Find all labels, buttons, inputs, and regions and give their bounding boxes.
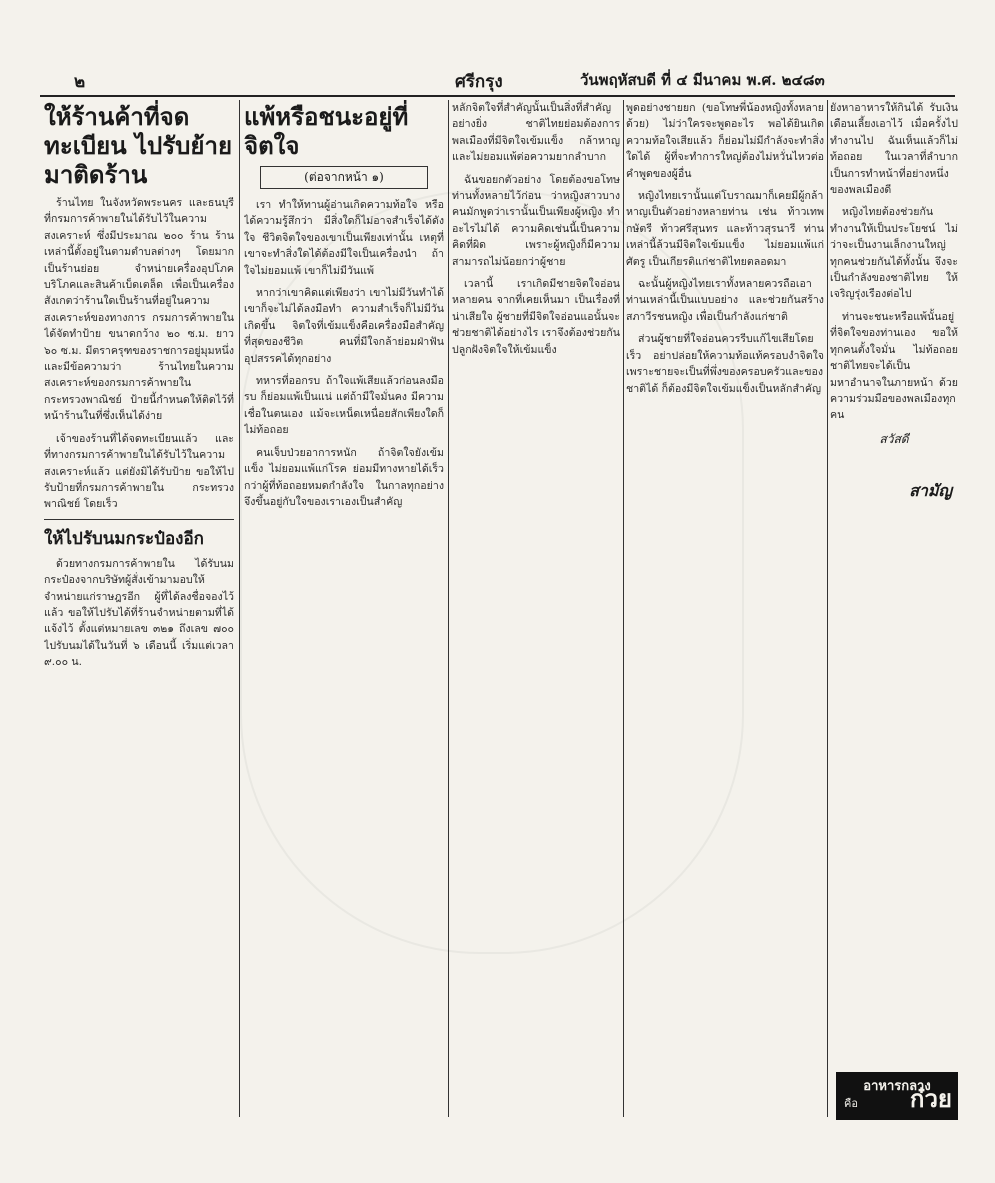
column-rule <box>827 100 828 1117</box>
article-paragraph: หากว่าเขาคิดแต่เพียงว่า เขาไม่มีวันทำได้ เขาก็จะไม่ได้ลงมือทำ ความสำเร็จก็ไม่มีวันเกิดขึ้น จิตใจที่เข้มแข็งคือเครื่องมือสำคัญที่สุดของชีวิต คนที่มีใจกล้าย่อมฝ่าฟันอุปสรรคได้ทุกอย่าง <box>244 287 444 365</box>
article-paragraph: ฉะนั้นผู้หญิงไทยเราทั้งหลายควรถือเอาท่านเหล่านี้เป็นแบบอย่าง และช่วยกันสร้าง สภาวีรชนหญิง เพื่อเป็นกำลังแก่ชาติ <box>626 278 824 323</box>
headline-condensed-milk: ให้ไปรับนมกระป๋องอีก <box>44 528 204 549</box>
masthead-rule <box>40 95 955 97</box>
article-paragraph: ด้วยทางกรมการค้าพายใน ได้รับนมกระป๋องจากบริษัทผู้สั่งเข้ามามอบให้จำหน่ายแก่ราษฎรอีก ผู้ที่ได้ลงชื่อจองไว้แล้ว ขอให้ไปรับได้ที่ร้านจำหน่ายตามที่ได้แจ้งไว้ ตั้งแต่หมายเลข ๓๒๑ ถึงเลข ๗๐๐ ไปรับนมได้ในวันที่ ๖ เดือนนี้ เริ่มแต่เวลา ๙.๐๐ น. <box>44 557 234 669</box>
continued-note: (ต่อจากหน้า ๑) <box>260 166 428 189</box>
article-paragraph: ร้านไทย ในจังหวัดพระนคร และธนบุรีที่กรมการค้าพายในได้รับไว้ในความสงเคราะห์ ซึ่งมีประมาณ ๒๐๐ ร้าน ร้านเหล่านี้ตั้งอยู่ในตามตำบลต่างๆ โดยมากเป็นร้านย่อย จำหน่ายเครื่องอุปโภคบริโภคและสินค้าเบ็ดเตล็ด เพื่อเป็นเครื่องสังเกตว่าร้านใดเป็นร้านที่อยู่ในความสงเคราะห์ของทางการ กรมการค้าพายในได้จัดทำป้าย ขนาดกว้าง ๒๐ ซ.ม. ยาว ๖๐ ซ.ม. มีตราครุฑของราชการอยู่มุมหนึ่ง และมีข้อความว่า ร้านไทยในความสงเคราะห์ของกรมการค้าพายใน กระทรวงพาณิชย์ ป้ายนี้กำหนดให้ติดไว้ที่หน้าร้านในที่ซึ่งเห็นได้ง่าย <box>44 197 234 423</box>
issue-date: วันพฤหัสบดี ที่ ๔ มีนาคม พ.ศ. ๒๔๘๓ <box>580 71 825 89</box>
ad-top-line: อาหารกลาง <box>863 1079 931 1094</box>
article-paragraph: ทหารที่ออกรบ ถ้าใจแพ้เสียแล้วก่อนลงมือรบ ก็ย่อมแพ้เป็นแน่ แต่ถ้ามีใจมั่นคง มีความเชื่อในตนเอง แม้จะเหน็ดเหนื่อยสักเพียงใดก็ไม่ท้อถอย <box>244 375 444 437</box>
column-rule <box>239 100 240 1117</box>
article-paragraph: ส่วนผู้ชายที่ใจอ่อนควรรีบแก้ไขเสียโดยเร็ว อย่าปล่อยให้ความท้อแท้ครอบงำจิตใจ เพราะชายจะเป็นที่พึ่งของครอบครัวและของชาติได้ ก็ต้องมีจิตใจเข้มแข็งเป็นหลักสำคัญ <box>626 333 824 395</box>
author-name: สามัญ <box>909 480 952 500</box>
ad-brand: ก๋วย <box>909 1084 952 1113</box>
headline-mind-victory: แพ้หรือชนะอยู่ที่จิตใจ <box>244 102 409 160</box>
column-5 <box>830 100 958 1117</box>
food-advertisement <box>836 1072 958 1120</box>
column-rule <box>448 100 449 1117</box>
paper-name: ศรีกรุง <box>455 72 503 92</box>
article-paragraph: หลักจิตใจที่สำคัญนั้นเป็นสิ่งที่สำคัญอย่างยิ่ง ชาติไทยย่อมต้องการพลเมืองที่มีจิตใจเข้มแข็ง กล้าหาญ และไม่ยอมแพ้ต่อความยากลำบาก <box>452 102 620 164</box>
column-3 <box>452 100 620 1117</box>
article-paragraph: ท่านจะชนะหรือแพ้นั้นอยู่ที่จิตใจของท่านเอง ขอให้ทุกคนตั้งใจมั่น ไม่ท้อถอย ชาติไทยจะได้เป็นมหาอำนาจในภายหน้า ด้วยความร่วมมือของพลเมืองทุกคน <box>830 310 958 422</box>
headline-shop-signs: ให้ร้านค้าที่จดทะเบียน ไปรับย้ายมาติดร้าน <box>44 102 233 189</box>
article-paragraph: หญิงไทยเรานั้นแต่โบราณมาก็เคยมีผู้กล้าหาญเป็นตัวอย่างหลายท่าน เช่น ท้าวเทพกษัตรี ท้าวศรีสุนทร และท้าวสุรนารี ท่านเหล่านี้ล้วนมีจิตใจเข้มแข็ง ไม่ยอมแพ้แก่ศัตรู เป็นเกียรติแก่ชาติไทยตลอดมา <box>626 190 824 268</box>
column-rule <box>623 100 624 1117</box>
ad-small-line: คือ <box>844 1097 858 1110</box>
article-paragraph: พูดอย่างชายยก (ขอโทษพี่น้องหญิงทั้งหลายด้วย) ไม่ว่าใครจะพูดอะไร พอได้ยินเกิดความท้อใจเสียแล้ว ก็ย่อมไม่มีกำลังจะทำสิ่งใดได้ ผู้ที่จะทำการใหญ่ต้องไม่หวั่นไหวต่อคำพูดของผู้อื่น <box>626 102 824 180</box>
masthead <box>60 68 955 94</box>
page-number: ๒ <box>74 72 86 92</box>
article-paragraph: ยังหาอาหารให้กินได้ รับเงินเดือนเลี้ยงเอาไว้ เมื่อครั้งไปทำงานไป ฉันเห็นแล้วก็ไม่ท้อถอย ในเวลาที่ลำบาก เป็นการทำหน้าที่อย่างหนึ่ง ของพลเมืองดี <box>830 102 958 197</box>
article-paragraph: เรา ทำให้ทานผู้อ่านเกิดความท้อใจ หรือได้ความรู้สึกว่า มีสิ่งใดก็ไม่อาจสำเร็จได้ดังใจ ชีวิตจิตใจของเขาเป็นเพียงเท่านั้น เหตุที่เขาจะทำสิ่งใดได้ต้องมีใจเป็นเครื่องนำ ถ้าใจไม่ยอมแพ้ เขาก็ไม่มีวันแพ้ <box>244 199 444 277</box>
article-paragraph: ฉันขอยกตัวอย่าง โดยต้องขอโทษท่านทั้งหลายไว้ก่อน ว่าหญิงสาวบางคนมักพูดว่าเรานั้นเป็นเพียงผู้หญิง ทำอะไรไม่ได้ ความคิดเช่นนี้เป็นความคิดที่ผิด เพราะผู้หญิงก็มีความสามารถไม่น้อยกว่าผู้ชาย <box>452 173 620 268</box>
column-4 <box>626 100 824 1117</box>
column-1 <box>44 100 234 1117</box>
article-paragraph: เจ้าของร้านที่ได้จดทะเบียนแล้ว และที่ทางกรมการค้าพายในได้รับไว้ในความสงเคราะห์แล้ว แต่ยังมิได้รับป้าย ขอให้ไปรับป้ายที่กรมการค้าพายใน กระทรวงพาณิชย์ โดยเร็ว <box>44 432 234 511</box>
article-divider <box>44 519 234 520</box>
article-paragraph: หญิงไทยต้องช่วยกันทำงานให้เป็นประโยชน์ ไม่ว่าจะเป็นงานเล็กงานใหญ่ ทุกคนช่วยกันได้ทั้งนั้น จึงจะเป็นกำลังของชาติไทย ให้เจริญรุ่งเรืองต่อไป <box>830 206 958 301</box>
article-paragraph: คนเจ็บป่วยอาการหนัก ถ้าจิตใจยังเข้มแข็ง ไม่ยอมแพ้แก่โรค ย่อมมีทางหายได้เร็วกว่าผู้ที่ท้อถอยหมดกำลังใจ ในกาลทุกอย่างจึงขึ้นอยู่กับใจของเราเองเป็นสำคัญ <box>244 446 444 508</box>
signoff: สวัสดี <box>879 431 909 446</box>
article-paragraph: เวลานี้ เราเกิดมีชายจิตใจอ่อนหลายคน จากที่เคยเห็นมา เป็นเรื่องที่น่าเสียใจ ผู้ชายที่มีจิตใจอ่อนแอนั้นจะช่วยชาติได้อย่างไร เราจึงต้องช่วยกันปลูกฝังจิตใจให้เข้มแข็ง <box>452 278 620 356</box>
column-2 <box>244 100 444 1117</box>
